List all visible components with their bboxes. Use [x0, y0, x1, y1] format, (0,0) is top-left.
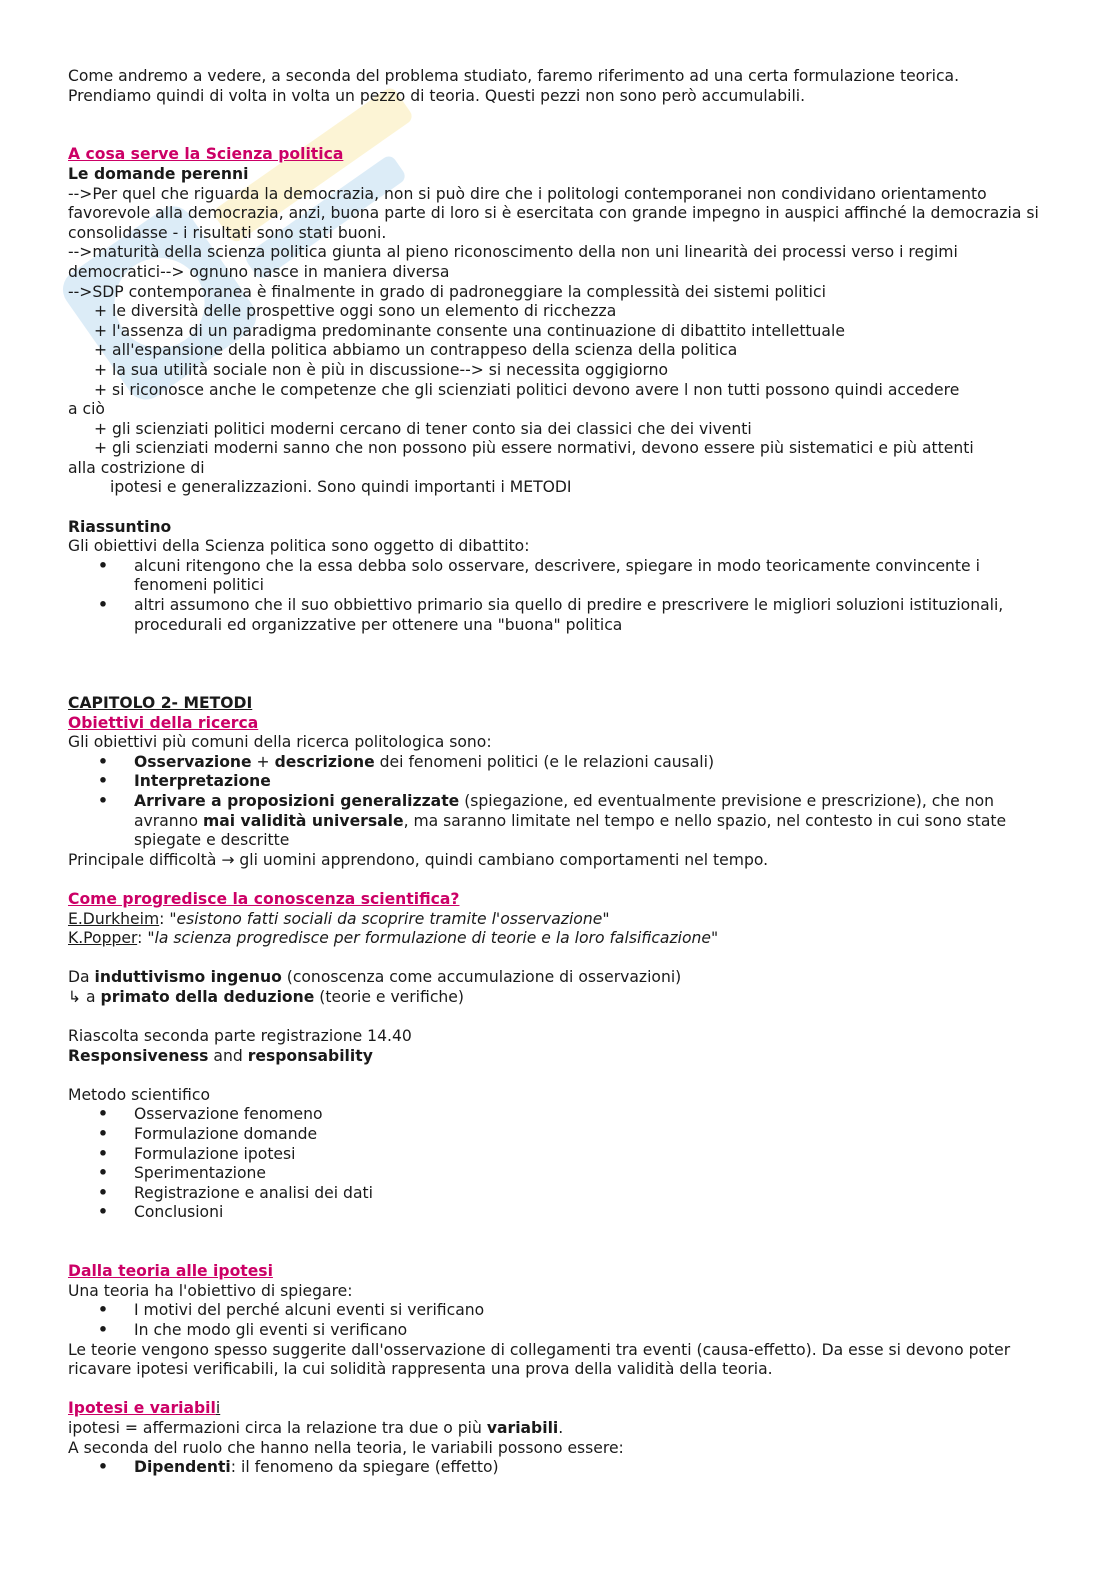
bold-text: Responsiveness: [68, 1046, 209, 1065]
plus-line: + si riconosce anche le competenze che gli scienziati politici devono avere l non tutti possono quindi accedere: [94, 380, 960, 399]
obiettivi-intro: Gli obiettivi più comuni della ricerca politologica sono:: [68, 733, 492, 752]
text: : ": [159, 909, 177, 928]
popper-quote: [68, 929, 1058, 949]
text: and: [208, 1046, 248, 1065]
list-item: • Registrazione e analisi dei dati: [68, 1184, 1058, 1204]
list-item: • Conclusioni: [68, 1203, 1058, 1223]
paragraph-democrazia: -->Per quel che riguarda la democrazia, non si può dire che i politologi contemporanei non condividano orientamento favorevole alla democrazia, anzi, buona parte di loro si è esercitata con grande impegno in auspici affinché la democrazia si consolidasse - i risultati sono stati buoni.: [68, 184, 1039, 242]
responsiveness-line: [68, 1047, 1058, 1067]
author-name: K.Popper: [68, 929, 138, 948]
section-heading-ipotesi: [68, 1399, 1058, 1419]
list-item: • alcuni ritengono che la essa debba solo osservare, descrivere, spiegare in modo teoricamente convincente i fenomeni politici: [68, 557, 1058, 596]
bold-text: mai validità universale: [203, 811, 404, 830]
section-heading-teoria: Dalla teoria alle ipotesi: [68, 1262, 273, 1281]
list-item: • I motivi del perché alcuni eventi si verificano: [68, 1301, 1058, 1321]
list-item: • Formulazione ipotesi: [68, 1145, 1058, 1165]
bold-text: Dipendenti: [134, 1458, 231, 1477]
induttivismo-line: [68, 968, 1058, 988]
metodo-title: Metodo scientifico: [68, 1085, 210, 1104]
document-page: [68, 67, 1058, 1478]
bold-text: Arrivare a proposizioni generalizzate: [134, 791, 460, 810]
author-name: E.Durkheim: [68, 909, 160, 928]
list-item: • In che modo gli eventi si verificano: [68, 1321, 1058, 1341]
chapter-title: CAPITOLO 2- METODI: [68, 694, 253, 713]
text: dei fenomeni politici (e le relazioni causali): [374, 752, 715, 771]
text: : il fenomeno da spiegare (effetto): [230, 1458, 499, 1477]
intro-line-2: Prendiamo quindi di volta in volta un pezzo di teoria. Questi pezzi non sono però accumulabili.: [68, 86, 806, 105]
list-item: [68, 1458, 1058, 1478]
list-item: • Sperimentazione: [68, 1164, 1058, 1184]
list-item: • Formulazione domande: [68, 1125, 1058, 1145]
heading-text-tail: i: [215, 1399, 221, 1418]
bold-text: Interpretazione: [134, 772, 271, 791]
riascolta-line: Riascolta seconda parte registrazione 14.40: [68, 1027, 412, 1046]
teoria-list: [68, 1301, 1058, 1340]
deduzione-line: [68, 988, 1058, 1008]
text: ": [602, 909, 610, 928]
bold-text: responsability: [247, 1046, 373, 1065]
plus-line: + le diversità delle prospettive oggi sono un elemento di ricchezza: [94, 302, 617, 321]
variabili-list: [68, 1458, 1058, 1478]
durkheim-quote: [68, 910, 1058, 930]
text: Da: [68, 968, 95, 987]
bold-text: induttivismo ingenuo: [94, 968, 282, 987]
subheading-domande-perenni: Le domande perenni: [68, 164, 249, 183]
heading-text: Ipotesi e variabil: [68, 1399, 216, 1418]
list-item: • altri assumono che il suo obbiettivo primario sia quello di predire e prescrivere le migliori soluzioni istituzionali, procedurali ed organizzative per ottenere una "buona" politica: [68, 596, 1058, 635]
difficolta-line: Principale difficoltà → gli uomini apprendono, quindi cambiano comportamenti nel tempo.: [68, 850, 769, 869]
ruolo-line: A seconda del ruolo che hanno nella teoria, le variabili possono essere:: [68, 1438, 624, 1457]
intro-line-1: Come andremo a vedere, a seconda del problema studiato, faremo riferimento ad una certa formulazione teorica.: [68, 67, 960, 85]
text: (spiegazione, ed eventualmente previsione e prescrizione), che non avranno: [134, 791, 995, 830]
plus-line: + gli scienziati politici moderni cercano di tener conto sia dei classici che dei viventi: [94, 419, 752, 438]
text: ↳ a: [68, 987, 101, 1006]
bold-text: descrizione: [274, 752, 375, 771]
teoria-paragraph: Le teorie vengono spesso suggerite dall'osservazione di collegamenti tra eventi (causa-effetto). Da esse si devono poter ricavare ipotesi verificabili, la cui solidità rappresenta una prova della validità della teoria.: [68, 1340, 1011, 1379]
text: .: [558, 1418, 564, 1437]
section-heading-progredisce: Come progredisce la conoscenza scientifica?: [68, 889, 460, 908]
riassuntino-title: Riassuntino: [68, 517, 172, 536]
text: +: [251, 752, 275, 771]
plus-line-continuation: a ciò: [68, 400, 105, 419]
plus-line: + gli scienziati moderni sanno che non possono più essere normativi, devono essere più sistematici e più attenti: [94, 439, 974, 458]
quote-text: esistono fatti sociali da scoprire tramite l'osservazione: [176, 909, 603, 928]
bold-text: primato della deduzione: [100, 987, 315, 1006]
teoria-intro: Una teoria ha l'obiettivo di spiegare:: [68, 1281, 353, 1300]
text: ": [711, 929, 719, 948]
plus-line-continuation: alla costrizione di: [68, 458, 205, 477]
ipotesi-definition: [68, 1419, 1058, 1439]
text: : ": [137, 929, 155, 948]
plus-line: + all'espansione della politica abbiamo un contrappeso della scienza della politica: [94, 341, 738, 360]
riassuntino-list: [68, 557, 1058, 635]
obiettivi-list: [68, 753, 1058, 851]
plus-line: + la sua utilità sociale non è più in discussione--> si necessita oggigiorno: [94, 360, 669, 379]
quote-text: la scienza progredisce per formulazione di teorie e la loro falsificazione: [154, 929, 712, 948]
text: (teorie e verifiche): [314, 987, 464, 1006]
ipotesi-line: ipotesi e generalizzazioni. Sono quindi importanti i METODI: [110, 478, 572, 497]
list-item: [68, 792, 1058, 851]
section-heading-a-cosa-serve: A cosa serve la Scienza politica: [68, 145, 344, 164]
bold-text: variabili: [486, 1418, 559, 1437]
bold-text: Osservazione: [134, 752, 252, 771]
text: , ma saranno limitate nel tempo e nello spazio, nel contesto in cui sono state spiegate e descritte: [134, 811, 1007, 850]
text: ipotesi = affermazioni circa la relazione tra due o più: [68, 1418, 487, 1437]
text: (conoscenza come accumulazione di osservazioni): [281, 968, 682, 987]
list-item: • Osservazione fenomeno: [68, 1105, 1058, 1125]
paragraph-maturita: -->maturità della scienza politica giunta al pieno riconoscimento della non uni linearità dei processi verso i regimi democratici--> ognuno nasce in maniera diversa: [68, 243, 958, 281]
list-item: [68, 753, 1058, 773]
metodo-list: [68, 1105, 1058, 1223]
paragraph-sdp: -->SDP contemporanea è finalmente in grado di padroneggiare la complessità dei sistemi politici: [68, 282, 826, 301]
plus-line: + l'assenza di un paradigma predominante consente una continuazione di dibattito intellettuale: [94, 321, 845, 340]
riassuntino-intro: Gli obiettivi della Scienza politica sono oggetto di dibattito:: [68, 537, 530, 556]
section-heading-obiettivi: Obiettivi della ricerca: [68, 713, 259, 732]
list-item: [68, 772, 1058, 792]
